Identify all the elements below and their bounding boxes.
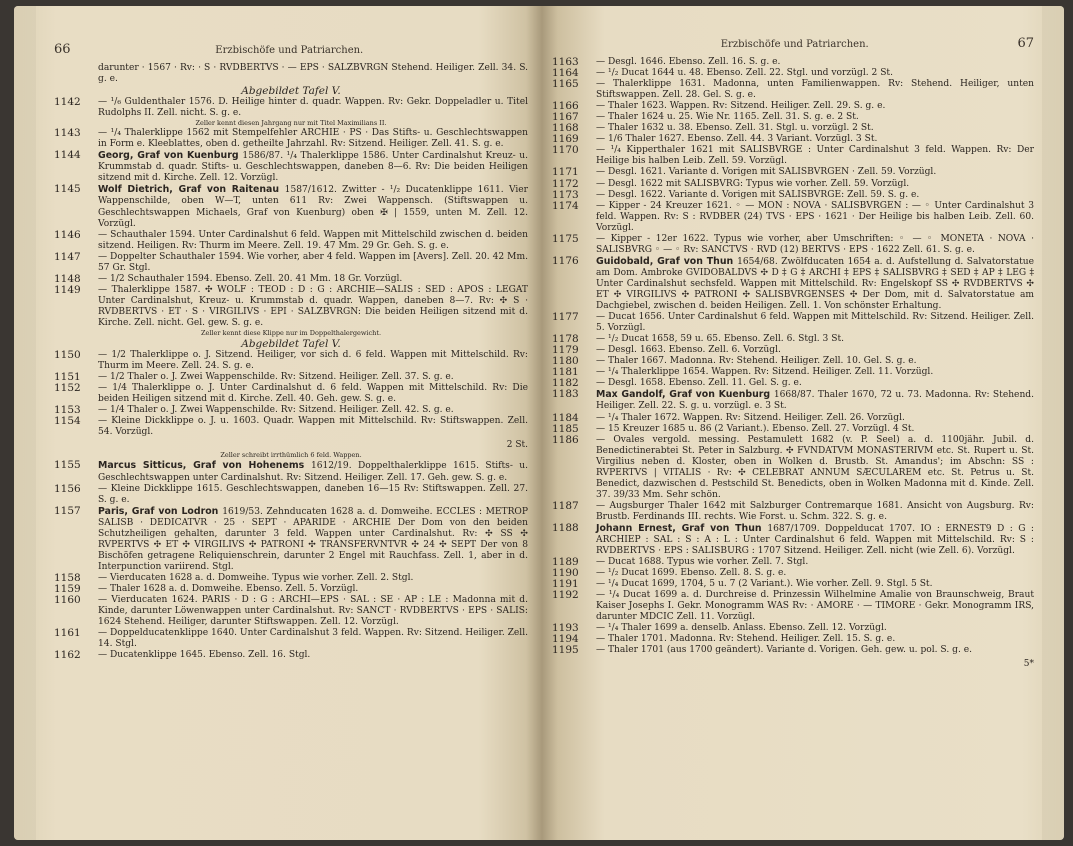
right-entries — [552, 57, 1034, 670]
catalog-entry — [552, 179, 1034, 190]
entry-number: 1183 — [552, 388, 579, 401]
entry-number: 1144 — [54, 149, 81, 162]
catalog-entry — [54, 573, 528, 584]
entry-text: — Thaler 1632 u. 38. Ebenso. Zell. 31. Stgl. u. vorzügl. 2 St. — [596, 123, 874, 134]
catalog-entry — [552, 201, 1034, 234]
catalog-entry — [54, 628, 528, 650]
entry-text: — ¹/₄ Thalerklippe 1562 mit Stempelfehler ARCHIE · PS · Das Stifts- u. Geschlechtswappen in Form e. Kleeblattes, oben d. getheilte Jahrzahl. Rv: Sitzend. Heiliger. Zell. 41. S. g. e. — [98, 128, 528, 150]
entry-number: 1173 — [552, 188, 579, 201]
catalog-entry — [54, 252, 528, 274]
catalog-entry — [552, 590, 1034, 623]
entry-text: — ¹/₂ Ducat 1658, 59 u. 65. Ebenso. Zell. 6. Stgl. 3 St. — [596, 334, 844, 345]
entry-heading: Johann Ernest, Graf von Thun — [596, 522, 768, 534]
entry-number: 1159 — [54, 582, 81, 595]
entry-text: — Desgl. 1658. Ebenso. Zell. 11. Gel. S. g. e. — [596, 378, 802, 389]
entry-text: — Kipper - 12er 1622. Typus wie vorher, aber Umschriften: ◦ — ◦ MONETA · NOVA · SALISBVRG ◦ — ◦ Rv: SANCTVS · RVD (12) BERTVS · EPS · 1622 Zell. 61. S. g. e. — [596, 233, 1034, 255]
entry-number: 1161 — [54, 627, 81, 640]
entry-number: 1158 — [54, 571, 81, 584]
entry-number: 1172 — [552, 177, 579, 190]
entry-number: 1192 — [552, 589, 579, 602]
entry-text: 1687/1709. Doppelducat 1707. IO : ERNEST9 D : G : ARCHIEP : SAL : S : A : L : Unter Cardinalshut 6 feld. Wappen mit Mittelschild. Rv: S : RVDBERTVS · EPS : SALISBURG : 1707 Sitzend. Heiliger. Zell. nicht (wie Zell. 6). Vorzügl. — [596, 523, 1034, 557]
entry-number: 1190 — [552, 567, 579, 580]
entry-text: — Vierducaten 1624. PARIS · D : G : ARCHI—EPS · SAL : SE · AP : LE : Madonna mit d. Kinde, darunter Löwenwappen unter Cardinalshut. Rv: SANCT · RVDBERTVS · EPS · SALIS: 1624 Stehend. Heiliger, darunter Stiftswappen. Zell. 12. Vorzügl. — [98, 595, 528, 628]
catalog-entry — [54, 383, 528, 405]
entry-number: 1187 — [552, 499, 579, 512]
entry-text: — 1/2 Schauthaler 1594. Ebenso. Zell. 20. 41 Mm. 18 Gr. Vorzügl. — [98, 273, 403, 284]
entry-text: 1612/19. Doppelthalerklippe 1615. Stifts- u. Geschlechtswappen unter Cardinalshut. Rv: Sitzend. Heiliger. Zell. 17. Geh. gew. S. g. e. — [98, 461, 529, 483]
entry-text: — ¹/₂ Ducat 1644 u. 48. Ebenso. Zell. 22. Stgl. und vorzügl. 2 St. — [596, 68, 893, 79]
entry-number: 1157 — [54, 504, 81, 517]
catalog-entry — [552, 57, 1034, 68]
entry-number: 1168 — [552, 122, 579, 135]
catalog-entry — [552, 645, 1034, 656]
entry-number: 1147 — [54, 250, 81, 263]
entry-number: 1155 — [54, 459, 81, 472]
entry-text: — Thaler 1701 (aus 1700 geändert). Variante d. Vorigen. Geh. gew. u. pol. S. g. e. — [596, 645, 972, 656]
entry-number: 1194 — [552, 633, 579, 646]
entry-text: — Thalerklippe 1631. Madonna, unten Familienwappen. Rv: Stehend. Heiliger, unten Stiftswappen. Zell. 28. Gel. S. g. e. — [596, 79, 1034, 101]
entry-number: 1179 — [552, 344, 579, 357]
entry-number: 1162 — [54, 649, 81, 662]
entry-text: — Ducat 1656. Unter Cardinalshut 6 feld. Wappen mit Mittelschild. Rv: Sitzend. Heiliger. Zell. 5. Vorzügl. — [596, 312, 1034, 334]
entry-number: 1146 — [54, 228, 81, 241]
entry-text: — Desgl. 1621. Variante d. Vorigen mit SALISBVRGEN · Zell. 59. Vorzügl. — [596, 167, 937, 178]
entry-text: — Thaler 1701. Madonna. Rv: Stehend. Heiliger. Zell. 15. S. g. e. — [596, 634, 896, 645]
entry-text: — ¹/₄ Ducat 1699, 1704, 5 u. 7 (2 Variant.). Wie vorher. Zell. 9. Stgl. 5 St. — [596, 579, 933, 590]
entry-number: 1143 — [54, 127, 81, 140]
entry-number: 1150 — [54, 349, 81, 362]
catalog-entry — [54, 416, 528, 438]
entry-number: 1163 — [552, 56, 579, 68]
entry-number: 1145 — [54, 183, 81, 196]
left-entries — [54, 63, 528, 661]
catalog-entry — [552, 145, 1034, 167]
entry-heading: Guidobald, Graf von Thun — [596, 255, 738, 267]
entry-number: 1152 — [54, 382, 81, 395]
catalog-entry — [552, 134, 1034, 145]
catalog-entry — [552, 378, 1034, 389]
entry-text: — ¹/₄ Thaler 1672. Wappen. Rv: Sitzend. Heiliger. Zell. 26. Vorzügl. — [596, 412, 905, 423]
entry-text: — ¹/₆ Guldenthaler 1576. D. Heilige hinter d. quadr. Wappen. Rv: Gekr. Doppeladler u. Titel Rudolphs II. Zell. nicht. S. g. e. — [98, 97, 528, 119]
entry-number: 1151 — [54, 371, 81, 384]
entry-number: 1180 — [552, 355, 579, 368]
entry-number: 1189 — [552, 556, 579, 569]
entry-number: 1164 — [552, 67, 579, 80]
catalog-entry — [552, 568, 1034, 579]
entry-text: — 1/6 Thaler 1627. Ebenso. Zell. 44. 3 Variant. Vorzügl. 3 St. — [596, 134, 878, 145]
entry-text: darunter · 1567 · Rv: · S · RVDBERTVS · — EPS · SALZBVRGN Stehend. Heiliger. Zell. 34. S. g. e. — [98, 63, 528, 85]
catalog-entry — [552, 68, 1034, 79]
entry-text: — Vierducaten 1628 a. d. Domweihe. Typus wie vorher. Zell. 2. Stgl. — [98, 572, 414, 583]
catalog-entry — [552, 367, 1034, 378]
entry-number: 1176 — [552, 254, 579, 267]
entry-number: 1188 — [552, 521, 579, 534]
catalog-entry — [54, 595, 528, 628]
catalog-entry — [552, 334, 1034, 345]
entry-text: — Doppelter Schauthaler 1594. Wie vorher, aber 4 feld. Wappen im [Avers]. Zell. 20. 42 Mm. 57 Gr. Stgl. — [98, 251, 528, 273]
entry-text: — Doppelducatenklippe 1640. Unter Cardinalshut 3 feld. Wappen. Rv: Sitzend. Heiliger. Zell. 14. Stgl. — [98, 628, 529, 650]
catalog-entry — [54, 484, 528, 506]
entry-text: — ¹/₂ Ducat 1699. Ebenso. Zell. 8. S. g. e. — [596, 568, 787, 579]
catalog-entry — [552, 424, 1034, 435]
left-running-title: Erzbischöfe und Patriarchen. — [215, 45, 364, 56]
entry-text: — Thaler 1624 u. 25. Wie Nr. 1165. Zell. 31. S. g. e. 2 St. — [596, 112, 859, 123]
entry-text: — Kleine Dickklippe o. J. u. 1603. Quadr. Wappen mit Mittelschild. Rv: Stiftswappen. Zell. 54. Vorzügl. — [98, 416, 528, 438]
entry-number: 1193 — [552, 622, 579, 635]
entry-text: — 1/2 Thalerklippe o. J. Sitzend. Heiliger, vor sich d. 6 feld. Wappen mit Mittelschild. Rv: Thurm im Meere. Zell. 24. S. g. e. — [98, 350, 528, 372]
catalog-entry — [552, 557, 1034, 568]
left-running-head — [54, 42, 528, 57]
entry-text: — Kleine Dickklippe 1615. Geschlechtswappen, daneben 16—15 Rv: Stiftswappen. Zell. 27. S. g. e. — [98, 483, 528, 505]
entry-text: — Ducat 1688. Typus wie vorher. Zell. 7. Stgl. — [596, 557, 809, 568]
catalog-entry — [552, 190, 1034, 201]
entry-text: — 1/4 Thaler o. J. Zwei Wappenschilde. Rv: Sitzend. Heiliger. Zell. 42. S. g. e. — [98, 405, 454, 416]
entry-heading: Wolf Dietrich, Graf von Raitenau — [98, 184, 285, 196]
footnote: Zeller kennt diesen Jahrgang nur mit Titel Maximilians II. — [195, 119, 387, 128]
right-page-number: 67 — [1017, 36, 1034, 51]
catalog-entry — [552, 112, 1034, 123]
entry-number: 1182 — [552, 377, 579, 390]
catalog-entry — [54, 274, 528, 285]
entry-number: 1184 — [552, 411, 579, 424]
catalog-entry — [54, 584, 528, 595]
entry-number: 1165 — [552, 78, 579, 91]
right-running-title: Erzbischöfe und Patriarchen. — [720, 39, 869, 50]
catalog-entry — [552, 389, 1034, 412]
entry-number: 1167 — [552, 111, 579, 124]
entry-text: — Desgl. 1622 mit SALISBVRG: Typus wie vorher. Zell. 59. Vorzügl. — [596, 178, 910, 189]
entry-text: — Schauthaler 1594. Unter Cardinalshut 6 feld. Wappen mit Mittelschild zwischen d. beiden sitzend. Heiligen. Rv: Thurm im Meere. Zell. 19. 47 Mm. 29 Gr. Geh. S. g. e. — [98, 229, 528, 251]
entry-text: 1619/53. Zehnducaten 1628 a. d. Domweihe. ECCLES : METROP SALISB · DEDICATVR · 25 · SEPT · APARIDE · ARCHIE Der Dom von den beiden Schutzheiligen gehalten, darunter 3 feld. Wappen unter Cardinalshut. Rv: ✣ SS ✣ RVPERTVS ✣ ET ✣ VIRGILIVS ✣ PATRONI ✣ TRANSFERVNTVR ✣ 24 ✣ SEPT Der von 8 Bischöfen getragene Reliquienschrein, darunter 2 Engel mit Rauchfass. Zell. 1, aber in d. Interpunction variirend. Stgl. — [98, 506, 529, 572]
entry-number: 1185 — [552, 422, 579, 435]
catalog-entry — [54, 63, 528, 85]
page-footer-mark: 5* — [1023, 658, 1034, 669]
catalog-entry — [552, 501, 1034, 523]
entry-text: — 1/4 Thalerklippe o. J. Unter Cardinalshut d. 6 feld. Wappen mit Mittelschild. Rv: Die beiden Heiligen sitzend mit d. Kirche. Zell. 40. Geh. gew. S. g. e. — [98, 383, 528, 405]
catalog-entry — [54, 506, 528, 573]
entry-number: 1191 — [552, 578, 579, 591]
entry-number: 1186 — [552, 433, 579, 446]
entry-number: 1169 — [552, 133, 579, 146]
entry-text: — ¹/₄ Thalerklippe 1654. Wappen. Rv: Sitzend. Heiliger. Zell. 11. Vorzügl. — [596, 367, 934, 378]
entry-number: 1175 — [552, 232, 579, 245]
entry-text: — Ducatenklippe 1645. Ebenso. Zell. 16. Stgl. — [98, 650, 311, 661]
catalog-entry — [54, 128, 528, 150]
catalog-entry — [54, 350, 528, 372]
footnote: Zeller schreibt irrthümlich 6 feld. Wappen. — [220, 451, 362, 460]
left-page — [14, 6, 542, 840]
catalog-entry — [54, 650, 528, 661]
catalog-entry — [552, 79, 1034, 101]
catalog-entry — [552, 345, 1034, 356]
right-running-head — [552, 36, 1034, 51]
entry-heading: Max Gandolf, Graf von Kuenburg — [596, 389, 774, 401]
catalog-entry — [54, 184, 528, 229]
entry-number: 1156 — [54, 482, 81, 495]
left-page-number: 66 — [54, 42, 71, 57]
entry-number: 1174 — [552, 199, 579, 212]
page-edges-left — [14, 6, 36, 840]
catalog-entry — [552, 101, 1034, 112]
footnote: Zeller kennt diese Klippe nur im Doppelthalergewicht. — [200, 329, 382, 338]
entry-number: 1153 — [54, 404, 81, 417]
catalog-entry — [552, 623, 1034, 634]
entry-text: — Thalerklippe 1587. ✣ WOLF : TEOD : D : G : ARCHIE—SALIS : SED : APOS : LEGAT Unter Cardinalshut, Kreuz- u. Krummstab d. quadr. Wappen, daneben 8—7. Rv: ✣ S · RVDBERTVS · ET · S · VIRGILIVS · EPI · SALZBVRGN: Die beiden Heiligen sitzend mit d. Kirche. Zell. nicht. Gel. gew. S. g. e. — [98, 284, 528, 328]
catalog-entry — [552, 435, 1034, 501]
entry-number: 1160 — [54, 594, 81, 607]
catalog-entry — [54, 460, 528, 483]
catalog-entry — [54, 405, 528, 416]
catalog-entry — [552, 234, 1034, 256]
book-spread — [14, 6, 1064, 840]
entry-text: — Thaler 1623. Wappen. Rv: Sitzend. Heiliger. Zell. 29. S. g. e. — [596, 101, 886, 112]
catalog-entry — [552, 634, 1034, 645]
entry-heading: Marcus Sitticus, Graf von Hohenems — [98, 460, 311, 472]
catalog-entry — [552, 123, 1034, 134]
page-edges-right — [1042, 6, 1064, 840]
entry-text: — Augsburger Thaler 1642 mit Salzburger Contremarque 1681. Ansicht von Augsburg. Rv: Brustb. Ferdinands III. rechts. Wie Forst. u. Schm. 322. S. g. e. — [596, 500, 1034, 522]
entry-number: 1177 — [552, 311, 579, 324]
entry-text: 1587/1612. Zwitter - ¹/₂ Ducatenklippe 1611. Vier Wappenschilde, oben W—T, unten 611 Rv: Zwei Wappensch. (Stiftswappen u. Geschlechtswappen Michaels, Graf von Kuenburg) oben ✠ | 1559, unten M. Zell. 12. Vorzügl. — [98, 185, 529, 229]
catalog-entry — [552, 579, 1034, 590]
right-page — [542, 6, 1064, 840]
entry-number: 1148 — [54, 272, 81, 285]
entry-heading: Paris, Graf von Lodron — [98, 505, 223, 517]
entry-number: 1181 — [552, 366, 579, 379]
catalog-entry — [54, 230, 528, 252]
entry-number: 1154 — [54, 415, 81, 428]
entry-text: — Thaler 1667. Madonna. Rv: Stehend. Heiliger. Zell. 10. Gel. S. g. e. — [596, 356, 917, 367]
plate-caption: Abgebildet Tafel V. — [241, 85, 341, 98]
entry-number: 1170 — [552, 144, 579, 157]
entry-text: — Thaler 1628 a. d. Domweihe. Ebenso. Zell. 5. Vorzügl. — [98, 583, 359, 594]
entry-text: — ¹/₄ Ducat 1699 a. d. Durchreise d. Prinzessin Wilhelmine Amalie von Braunschweig, Braut Kaiser Josephs I. Gekr. Monogramm WAS Rv: · AMORE · — TIMORE · Gekr. Monogramm IRS, darunter MDCIC Zell. 11. Vorzügl. — [596, 590, 1034, 623]
entry-number: 1149 — [54, 283, 81, 296]
entry-text: — Desgl. 1622. Variante d. Vorigen mit SALISBVRGE: Zell. 59. S. g. e. — [596, 189, 920, 200]
entry-number: 1178 — [552, 333, 579, 346]
entry-text: 1586/87. ¹/₄ Thalerklippe 1586. Unter Cardinalshut Kreuz- u. Krummstab d. quadr. Stifts- u. Geschlechtswappen, daneben 8—6. Rv: Die beiden Heiligen sitzend mit d. Kirche. Zell. 12. Vorzügl. — [98, 151, 528, 184]
catalog-entry — [54, 150, 528, 184]
entry-text: — Kipper - 24 Kreuzer 1621. ◦ — MON : NOVA · SALISBVRGEN : — ◦ Unter Cardinalshut 3 feld. Wappen. Rv: S : RVDBER (24) TVS · EPS · 1621 · Der Heilige bis halben Leib. Zell. 60. Vorzügl. — [596, 200, 1034, 233]
entry-text: — 1/2 Thaler o. J. Zwei Wappenschilde. Rv: Sitzend. Heiliger. Zell. 37. S. g. e. — [98, 372, 454, 383]
entry-text: — 15 Kreuzer 1685 u. 86 (2 Variant.). Ebenso. Zell. 27. Vorzügl. 4 St. — [596, 423, 915, 434]
plate-caption: Abgebildet Tafel V. — [241, 338, 341, 351]
catalog-entry — [552, 356, 1034, 367]
entry-text: — Ovales vergold. messing. Pestamulett 1682 (v. P. Seel) a. d. 1100jähr. Jubil. d. Benedictinerabtei St. Peter in Salzburg. ✣ FVNDATVM MONASTERIVM etc. St. Rupert u. St. Virgilius neben d. Kloster, oben in Wolken d. Brustb. St. Amandus'; im Abschn: SS : RVPERTVS | VITALIS · Rv: ✣ CELEBRAT ANNUM SÆCULAREM etc. St. Petrus u. St. Benedict, dazwischen d. Pestschild St. Benedicts, oben in Wolken Madonna mit d. Kinde. Zell. 37. 39/33 Mm. Sehr schön. — [596, 434, 1034, 500]
entry-text: — Desgl. 1646. Ebenso. Zell. 16. S. g. e. — [596, 57, 781, 67]
entry-number: 1195 — [552, 644, 579, 657]
catalog-entry — [552, 256, 1034, 312]
catalog-entry — [552, 167, 1034, 178]
entry-text: 1668/87. Thaler 1670, 72 u. 73. Madonna. Rv: Stehend. Heiliger. Zell. 22. S. g. u. vorzügl. e. 3 St. — [596, 390, 1035, 412]
catalog-entry — [54, 285, 528, 329]
entry-text: — ¹/₄ Thaler 1699 a. denselb. Anlass. Ebenso. Zell. 12. Vorzügl. — [596, 623, 887, 634]
entry-number: 1142 — [54, 96, 81, 109]
entry-number: 1171 — [552, 166, 579, 179]
entry-text: — Desgl. 1663. Ebenso. Zell. 6. Vorzügl. — [596, 345, 781, 356]
catalog-entry — [552, 413, 1034, 424]
catalog-entry — [54, 97, 528, 119]
catalog-entry — [552, 523, 1034, 557]
catalog-entry — [552, 312, 1034, 334]
catalog-entry — [54, 372, 528, 383]
entry-text: 1654/68. Zwölfducaten 1654 a. d. Aufstellung d. Salvatorstatue am Dom. Ambroke GVIDOBALDVS ✣ D ‡ G ‡ ARCHI ‡ EPS ‡ SALISBVRG ‡ SED ‡ AP ‡ LEG ‡ Unter Cardinalshut sechsfeld. Wappen mit Mittelschild. Rv: Engelskopf SS ✣ RVDBERTVS ✣ ET ✣ VIRGILIVS ✣ PATRONI ✣ SALISBVRGENSES ✣ Der Dom, mit d. Salvatorstatue am Dachgiebel, zwischen d. beiden Heiligen. Zell. 1. Von schönster Erhaltung. — [596, 256, 1035, 312]
entry-text: — ¹/₄ Kipperthaler 1621 mit SALISBVRGE : Unter Cardinalshut 3 feld. Wappen. Rv: Der Heilige bis halben Leib. Zell. 59. Vorzügl. — [596, 145, 1034, 167]
entry-heading: Georg, Graf von Kuenburg — [98, 150, 243, 162]
page-footer-mark: 2 St. — [506, 440, 528, 451]
entry-number: 1166 — [552, 100, 579, 113]
